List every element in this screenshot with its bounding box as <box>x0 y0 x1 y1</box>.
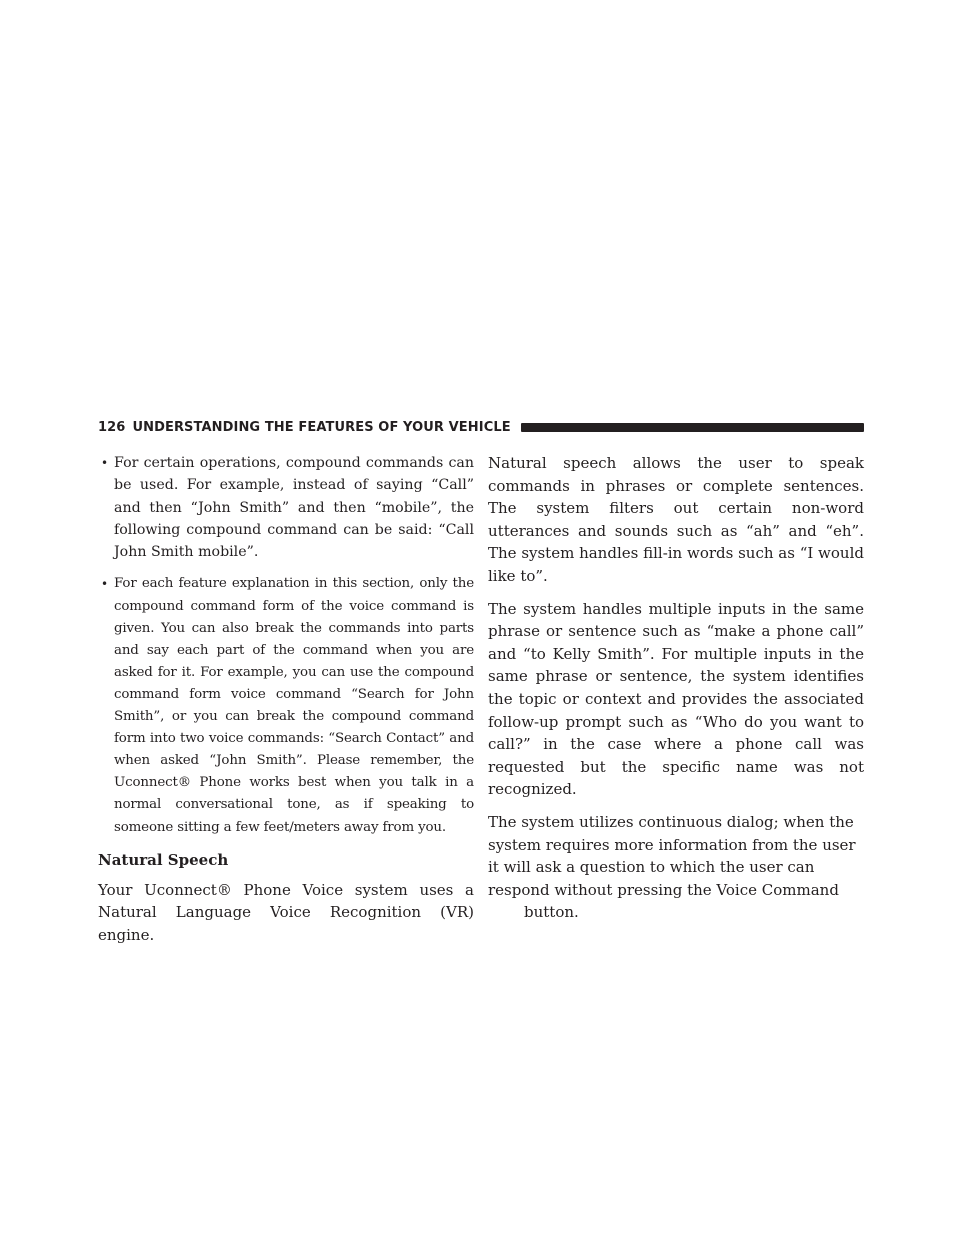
paragraph <box>488 811 864 924</box>
section-title: UNDERSTANDING THE FEATURES OF YOUR VEHICLE <box>132 419 511 435</box>
paragraph-text: button. <box>524 903 579 922</box>
bullet-list <box>98 452 474 839</box>
bullet-item: • For certain operations, compound commands can be used. For example, instead of saying “Call” and then “John Smith” and then “mobile”, the following compound command can be said: “Call John Smith mobile”. <box>98 452 474 563</box>
subheading: Natural Speech <box>98 850 229 869</box>
left-column <box>98 452 474 956</box>
paragraph-text: The system utilizes continuous dialog; when the system requires more information from the user it will ask a question to which the user can respond without pressing the Voice Command <box>488 812 856 899</box>
right-column <box>488 452 864 934</box>
bullet-item: • For each feature explanation in this section, only the compound command form of the voice command is given. You can also break the commands into parts and say each part of the command when you are asked for it. For example, you can use the compound command form voice command “Search for John Smith”, or you can break the compound command form into two voice commands: “Search Contact” and when asked “John Smith”. Please remember, the Uconnect® Phone works best when you talk in a normal conversational tone, as if speaking to someone sitting a few feet/meters away from you. <box>98 573 474 838</box>
page-number: 126 <box>98 419 126 435</box>
paragraph: Your Uconnect® Phone Voice system uses a Natural Language Voice Recognition (VR) engine. <box>98 880 474 944</box>
paragraph: The system handles multiple inputs in the same phrase or sentence such as “make a phone call” and “to Kelly Smith”. For multiple inputs in the same phrase or sentence, the system identifies the topic or context and provides the associated follow-up prompt such as “Who do you want to call?” in the case where a phone call was requested but the specific name was not recognized. <box>488 599 864 799</box>
page-header <box>98 418 864 436</box>
header-rule <box>521 423 864 432</box>
paragraph: Natural speech allows the user to speak commands in phrases or complete sentences. The system filters out certain non-word utterances and sounds such as “ah” and “eh”. The system handles fill-in words such as “I would like to”. <box>488 454 864 585</box>
